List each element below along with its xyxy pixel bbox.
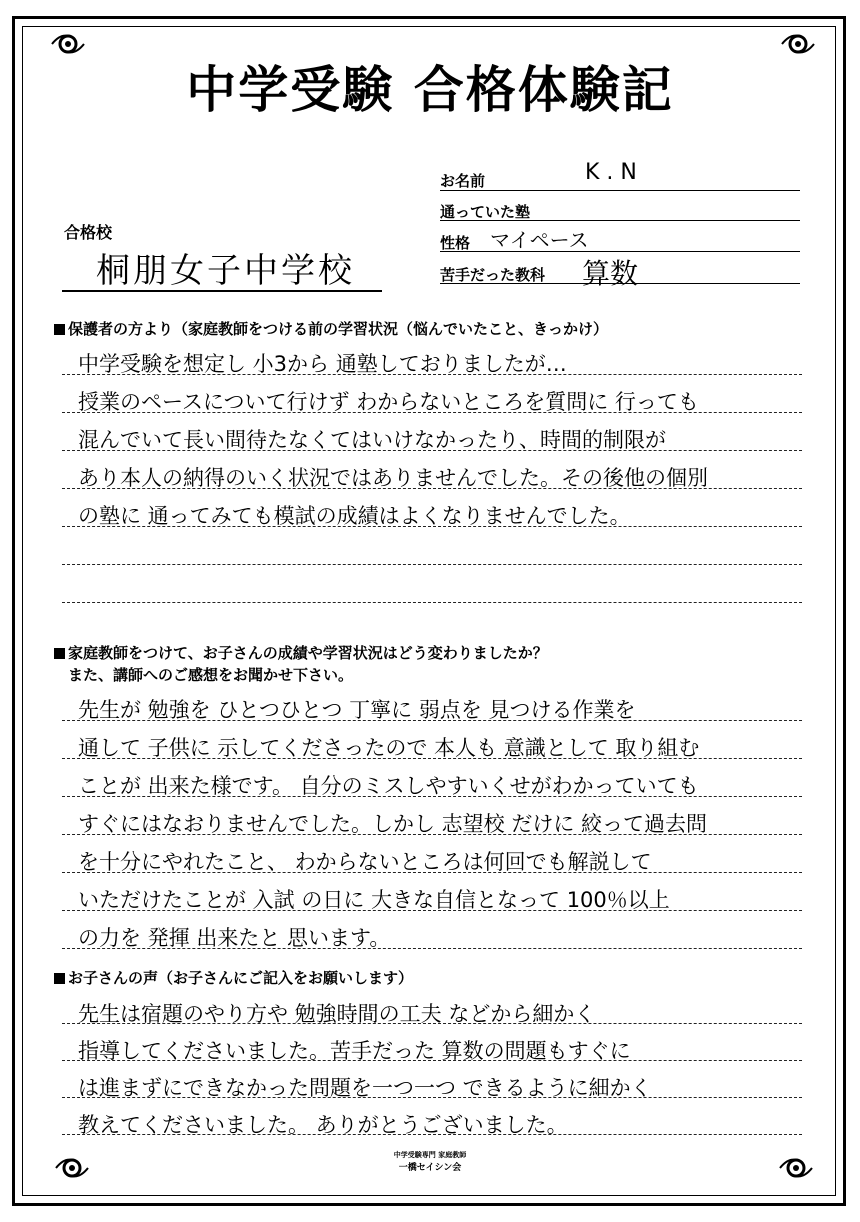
handwritten-line: ことが 出来た様です。 自分のミスしやすいくせがわかっていても bbox=[78, 774, 699, 798]
handwritten-line: 通して 子供に 示してくださったので 本人も 意識として 取り組む bbox=[78, 736, 700, 760]
personality-value: マイペース bbox=[490, 228, 589, 252]
section1-heading-text: 保護者の方より（家庭教師をつける前の学習状況（悩んでいたこと、きっかけ） bbox=[68, 320, 609, 338]
handwritten-line: は進まずにできなかった問題を一つ一つ できるように細かく bbox=[78, 1076, 652, 1100]
publisher-tagline: 中学受験専門 家庭教師 bbox=[393, 1151, 467, 1159]
school-underline bbox=[62, 290, 382, 292]
weak-subject-underline bbox=[440, 283, 800, 284]
handwritten-line: 先生が 勉強を ひとつひとつ 丁寧に 弱点を 見つける作業を bbox=[78, 698, 636, 722]
handwritten-line: 指導してくださいました。苦手だった 算数の問題もすぐに bbox=[78, 1039, 631, 1063]
publisher-name: 一橋セイシン会 bbox=[398, 1163, 462, 1173]
publisher-logo bbox=[380, 1150, 480, 1173]
corner-ornament-icon bbox=[52, 1148, 92, 1188]
handwritten-line: 中学受験を想定し 小3から 通塾しておりましたが… bbox=[78, 352, 567, 376]
name-underline bbox=[440, 190, 800, 191]
handwritten-line: の力を 発揮 出来たと 思います。 bbox=[78, 926, 391, 950]
handwritten-line: 教えてくださいました。 ありがとうございました。 bbox=[78, 1113, 568, 1137]
school-value: 桐朋女子中学校 bbox=[96, 251, 355, 291]
document-title: 中学受験 合格体験記 bbox=[186, 60, 674, 119]
handwritten-line: を十分にやれたこと、 わからないところは何回でも解説して bbox=[78, 850, 652, 874]
name-value: K . N bbox=[585, 160, 637, 185]
weak-subject-value: 算数 bbox=[582, 257, 639, 290]
ruled-line bbox=[62, 602, 802, 603]
section2-heading bbox=[54, 642, 548, 663]
handwritten-line: 授業のペースについて行けず わからないところを質問に 行っても bbox=[78, 390, 699, 414]
handwritten-line: いただけたことが 入試 の日に 大きな自信となって 100％以上 bbox=[78, 888, 670, 912]
juku-label: 通っていた塾 bbox=[440, 203, 531, 221]
ruled-line bbox=[62, 564, 802, 565]
juku-underline bbox=[440, 220, 800, 221]
handwritten-line: あり本人の納得のいく状況ではありませんでした。その後他の個別 bbox=[78, 466, 708, 490]
name-label: お名前 bbox=[440, 172, 486, 190]
handwritten-line: 先生は宿題のやり方や 勉強時間の工夫 などから細かく bbox=[78, 1002, 596, 1026]
school-label: 合格校 bbox=[64, 223, 113, 242]
section1-heading bbox=[54, 318, 608, 339]
corner-ornament-icon bbox=[776, 1148, 816, 1188]
section2-subheading: また、講師へのご感想をお聞かせ下さい。 bbox=[68, 666, 354, 684]
weak-subject-label: 苦手だった教科 bbox=[440, 266, 546, 284]
handwritten-line: すぐにはなおりませんでした。しかし 志望校 だけに 絞って過去問 bbox=[78, 812, 708, 836]
handwritten-line: 混んでいて長い間待たなくてはいけなかったり、時間的制限が bbox=[78, 428, 666, 452]
section3-heading-text: お子さんの声（お子さんにご記入をお願いします） bbox=[68, 969, 414, 987]
section2-heading-text: 家庭教師をつけて、お子さんの成績や学習状況はどう変わりましたか？ bbox=[68, 644, 548, 662]
section3-heading bbox=[54, 967, 413, 988]
personality-label: 性格 bbox=[440, 234, 471, 252]
handwritten-line: の塾に 通ってみても模試の成績はよくなりませんでした。 bbox=[78, 504, 631, 528]
